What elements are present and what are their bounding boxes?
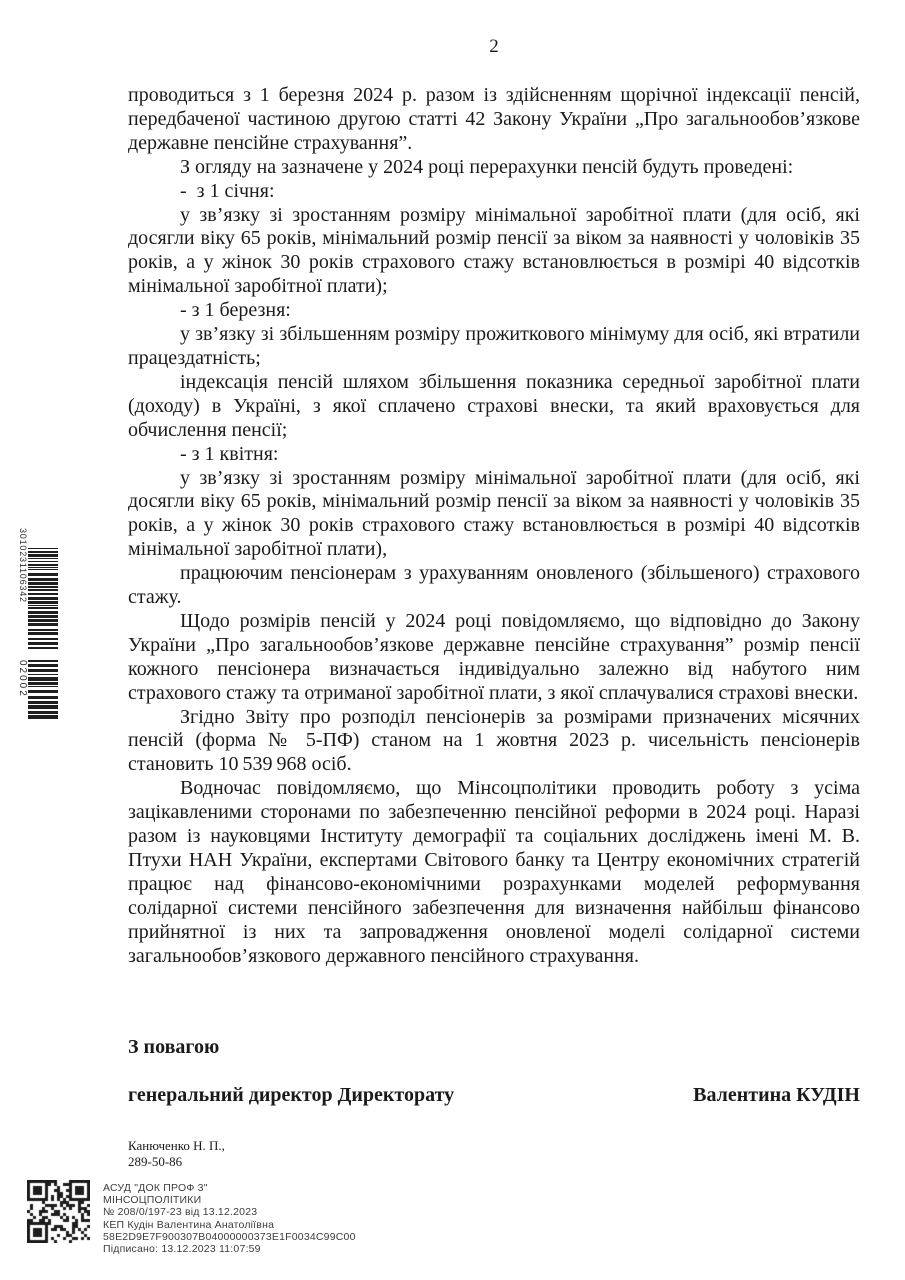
page-number: 2 — [489, 36, 499, 57]
paragraph: Згідно Звіту про розподіл пенсіонерів за розмірами призначених місячних пенсій (форма № 5-ПФ) станом на 1 жовтня 2023 р. чисельність пенсіонерів становить 10 539 968 осіб. — [128, 705, 860, 776]
barcode-bar — [28, 619, 58, 622]
barcode-bar — [28, 686, 58, 687]
barcode-bar — [28, 589, 58, 591]
barcode-bar — [28, 605, 58, 606]
document-body — [128, 84, 860, 969]
barcode-bars — [28, 660, 58, 721]
paragraph: працюючим пенсіонерам з урахуванням оновленого (збільшеного) страхового стажу. — [128, 562, 860, 609]
barcode-bar — [28, 682, 58, 685]
barcode-bar — [28, 582, 58, 585]
barcode-bar — [28, 638, 58, 640]
barcode-bar — [28, 554, 58, 557]
closing-salutation: З повагою — [128, 1036, 220, 1058]
barcode-bar — [28, 573, 58, 576]
barcode-bar — [28, 564, 58, 566]
barcode-digits: 3010231106342 — [18, 528, 28, 603]
barcode-bar — [28, 696, 58, 699]
barcode-bar — [28, 601, 58, 604]
barcode-digits: 02002 — [17, 660, 28, 698]
signature-block — [128, 1036, 860, 1107]
barcode-bar — [28, 548, 58, 549]
barcode-bar — [28, 715, 58, 719]
barcode-bar — [28, 607, 58, 609]
barcode-bar — [28, 677, 58, 681]
stamp-line: МІНСОЦПОЛІТИКИ — [103, 1194, 202, 1207]
executor-block — [128, 1138, 225, 1170]
stamp-line: № 208/0/197-23 від 13.12.2023 — [103, 1206, 258, 1219]
barcode-bar — [28, 593, 58, 595]
barcode-bars — [28, 548, 58, 651]
barcode-bar — [28, 674, 58, 675]
barcode-bar — [28, 647, 58, 649]
signer-title: генеральний директор Директорату — [128, 1084, 455, 1106]
barcode-bar — [28, 569, 58, 570]
barcode-bar — [28, 705, 58, 709]
barcode-bar — [28, 664, 58, 667]
barcode-bar — [28, 629, 58, 631]
barcode-bar — [28, 561, 58, 562]
stamp-line: КЕП Кудін Валентина Анатоліївна — [103, 1218, 275, 1231]
paragraph: З огляду на зазначене у 2024 році перерахунки пенсій будуть проведені: — [180, 155, 794, 178]
qr-code-icon — [27, 1180, 90, 1243]
barcode-bar — [28, 623, 58, 626]
digital-signature-stamp — [27, 1180, 356, 1255]
barcode-bar — [28, 660, 58, 662]
paragraph: індексація пенсій шляхом збільшення показника середньої заробітної плати (доходу) в Україні, з якої сплачено страхові внески, та який враховується для обчислення пенсії; — [128, 370, 860, 441]
paragraph: у зв’язку зі збільшенням розміру прожиткового мінімуму для осіб, які втратили працездатність; — [128, 323, 860, 369]
paragraph: проводиться з 1 березня 2024 р. разом із здійсненням щорічної індексації пенсій, передбаченої частиною другою статті 42 Закону України „Про загальнообов’язкове державне пенсійне страхування”. — [128, 84, 860, 154]
stamp-line: Підписано: 13.12.2023 11:07:59 — [103, 1243, 261, 1256]
paragraph: - з 1 січня: — [180, 179, 275, 202]
barcode-bar — [28, 558, 58, 559]
stamp-text — [103, 1180, 356, 1255]
barcode-group-1 — [16, 528, 62, 652]
executor-name: Канюченко Н. П., — [128, 1138, 225, 1153]
signature-row — [128, 1084, 860, 1107]
executor-phone: 289-50-86 — [128, 1154, 183, 1169]
paragraph: - з 1 березня: — [180, 299, 291, 322]
barcode-bar — [28, 615, 58, 618]
barcode-bar — [28, 690, 58, 693]
barcode-bar — [28, 567, 58, 568]
barcode-group-2 — [16, 660, 62, 721]
barcode-bar — [28, 711, 58, 714]
stamp-line: 58E2D9E7F900307B04000000373E1F0034C99C00 — [103, 1230, 356, 1243]
barcode-bar — [28, 586, 58, 588]
barcode-bar — [28, 669, 58, 672]
barcode-bar — [28, 642, 58, 645]
paragraph: у зв’язку зі зростанням розміру мінімальної заробітної плати (для осіб, які досягли віку 65 років, мінімальний розмір пенсії за віком за наявності у чоловіків 35 років, а у жінок 30 років страхового стажу встановлюється в розмірі 40 відсотків мінімальної заробітної плати); — [128, 203, 860, 298]
paragraph: у зв’язку зі зростанням розміру мінімальної заробітної плати (для осіб, які досягли віку 65 років, мінімальний розмір пенсії за віком за наявності у чоловіків 35 років, а у жінок 30 років страхового стажу встановлюється в розмірі 40 відсотків мінімальної заробітної плати), — [128, 466, 860, 561]
barcode-bar — [28, 611, 58, 614]
barcode-bar — [28, 597, 58, 600]
stamp-line: АСУД "ДОК ПРОФ 3" — [103, 1182, 208, 1194]
barcode-bar — [28, 551, 58, 553]
side-barcode — [16, 528, 62, 721]
paragraph: Щодо розмірів пенсій у 2024 році повідомляємо, що відповідно до Закону України „Про загальнообов’язкове державне пенсійне страхування” розмір пенсії кожного пенсіонера визначається індивідуально залежно від набутого ним страхового стажу та отриманої заробітної плати, з якої сплачувалися страхові внески. — [128, 609, 860, 704]
paragraph: - з 1 квітня: — [180, 442, 279, 465]
signer-name: Валентина КУДІН — [693, 1084, 860, 1106]
barcode-bar — [28, 632, 58, 635]
paragraph: Водночас повідомляємо, що Мінсоцполітики проводить роботу з усіма зацікавленими сторонами по забезпеченню пенсійної реформи в 2024 році. Наразі разом із науковцями Інституту демографії та соціальних досліджень імені М. В. Птухи НАН України, експертами Світового банку та Центру економічних стратегій працює над фінансово-економічними розрахунками моделей реформування солідарної системи пенсійного забезпечення для визначення найбільш фінансово прийнятної із них та запровадження оновленої моделі солідарної системи загальнообов’язкового державного пенсійного страхування. — [128, 777, 860, 967]
barcode-bar — [28, 701, 58, 704]
barcode-bar — [28, 578, 58, 581]
